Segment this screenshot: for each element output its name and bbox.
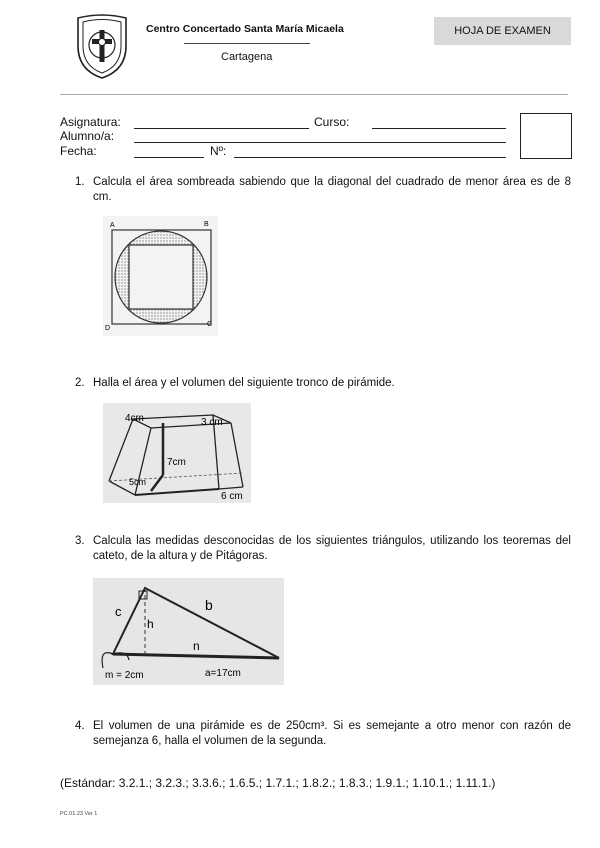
figure-label: 3 cm xyxy=(201,417,223,428)
figure-label: a=17cm xyxy=(205,668,241,679)
question-2-figure xyxy=(103,403,251,503)
student-label: Alumno/a: xyxy=(60,129,115,143)
figure-label: D xyxy=(105,325,111,332)
standards-list: (Estándar: 3.2.1.; 3.2.3.; 3.3.6.; 1.6.5.; 1.7.1.; 1.8.2.; 1.8.3.; 1.9.1.; 1.10.1.; 1.11.1.) xyxy=(60,776,496,790)
grade-box[interactable] xyxy=(520,113,572,159)
question-1-number: 1. xyxy=(75,176,85,188)
figure-label: h xyxy=(147,617,154,631)
course-label: Curso: xyxy=(314,115,350,129)
question-2-number: 2. xyxy=(75,377,85,389)
question-3-number: 3. xyxy=(75,535,85,547)
school-name: Centro Concertado Santa María Micaela xyxy=(146,23,344,35)
footer-code: PC.01.23 Ver 1 xyxy=(60,811,98,817)
date-label: Fecha: xyxy=(60,144,97,158)
city-name: Cartagena xyxy=(221,51,273,63)
question-2-text: Halla el área y el volumen del siguiente tronco de pirámide. xyxy=(93,377,395,389)
question-3-figure xyxy=(93,578,284,685)
subject-field[interactable] xyxy=(134,128,309,129)
figure-label: b xyxy=(205,597,213,613)
divider xyxy=(184,43,310,44)
question-1-figure xyxy=(103,216,218,336)
course-field[interactable] xyxy=(372,128,506,129)
number-field[interactable] xyxy=(234,157,506,158)
school-crest-logo xyxy=(74,12,130,80)
question-4-number: 4. xyxy=(75,720,85,732)
figure-label: C xyxy=(207,321,213,328)
figure-label: 5cm xyxy=(129,477,147,487)
figure-label: 7cm xyxy=(167,457,186,468)
question-3-text: Calcula las medidas desconocidas de los siguientes triángulos, utilizando los teoremas del cateto, de la altura y de Pitágoras. xyxy=(93,535,571,562)
figure-label: m = 2cm xyxy=(105,670,144,681)
subject-label: Asignatura: xyxy=(60,115,121,129)
figure-label: n xyxy=(193,639,200,653)
number-label: Nº: xyxy=(210,144,227,158)
figure-label: 6 cm xyxy=(221,491,243,502)
figure-label: A xyxy=(110,222,115,229)
exam-sheet-label: HOJA DE EXAMEN xyxy=(434,17,571,45)
date-field[interactable] xyxy=(134,157,204,158)
question-4-text: El volumen de una pirámide es de 250cm³. Si es semejante a otro menor con razón de semejanza 6, halla el volumen de la segunda. xyxy=(93,720,571,747)
header-divider xyxy=(60,94,568,95)
student-field[interactable] xyxy=(134,142,506,143)
figure-label: c xyxy=(115,604,122,619)
figure-label: B xyxy=(204,221,209,228)
figure-label: 4cm xyxy=(125,413,144,424)
question-1-text: Calcula el área sombreada sabiendo que la diagonal del cuadrado de menor área es de 8 cm. xyxy=(93,176,571,203)
